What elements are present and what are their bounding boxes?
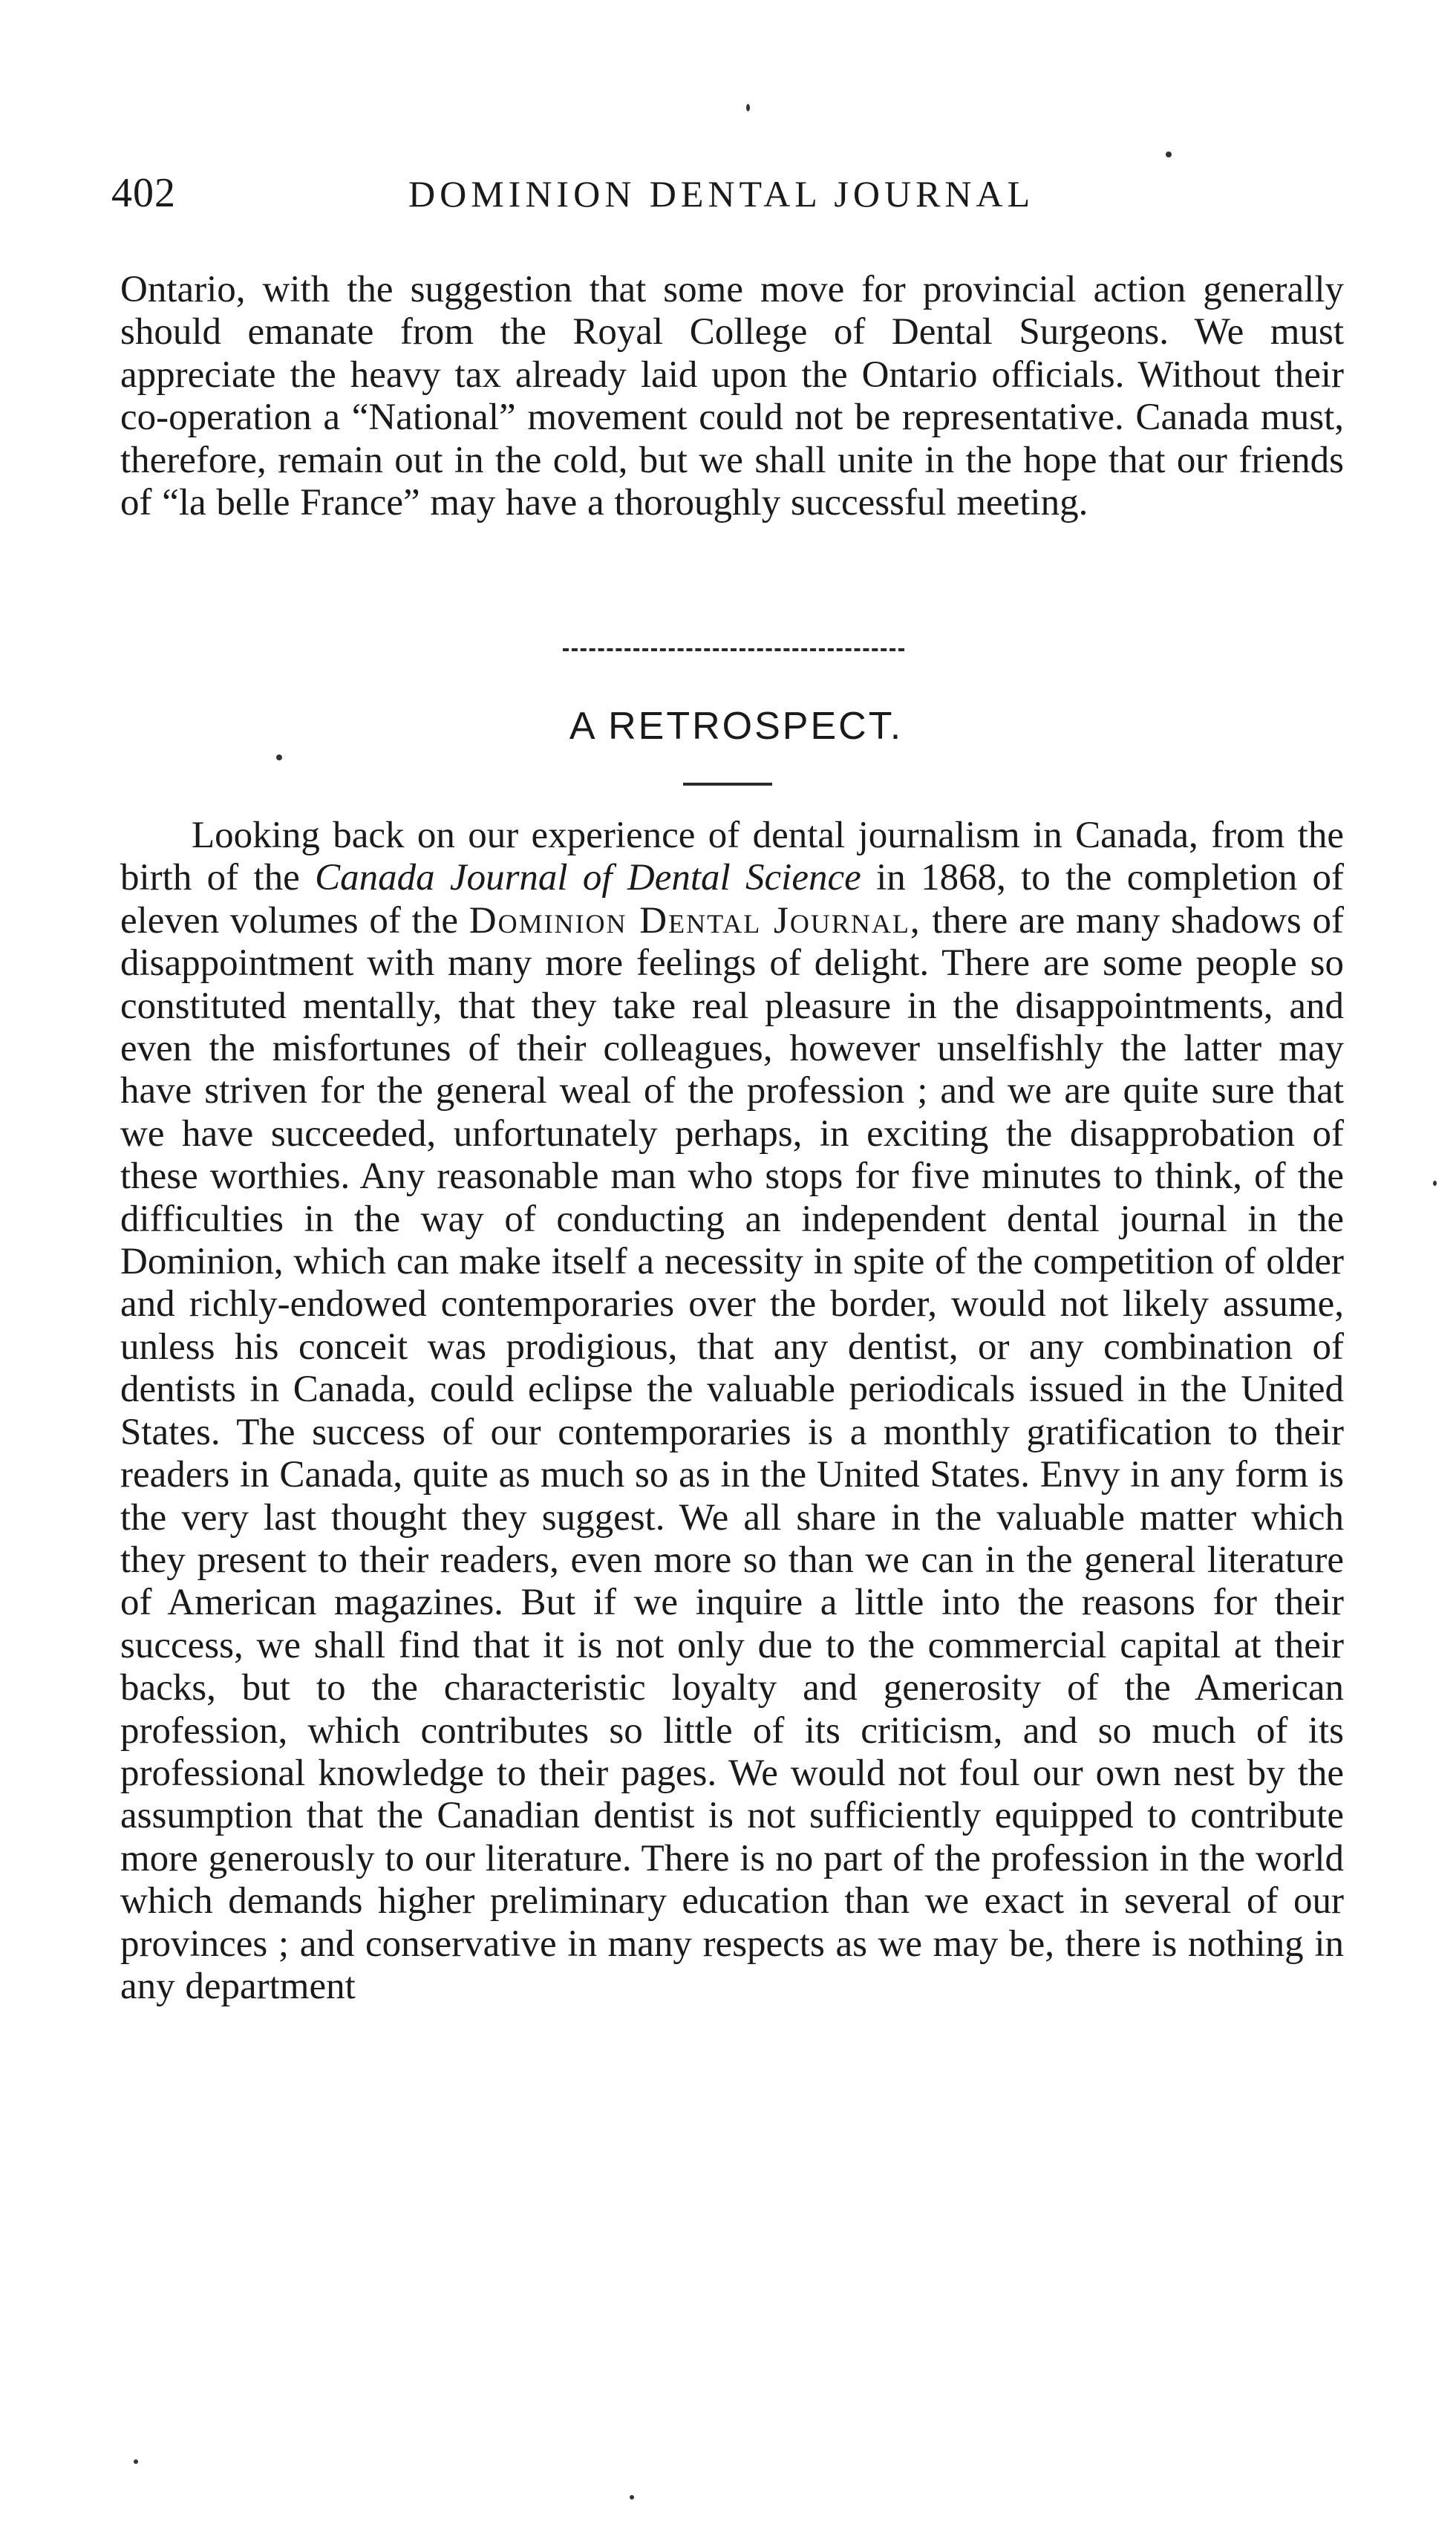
scan-speck [1433,1181,1437,1186]
journal-name-smallcaps: Dominion Dental Journal, [469,899,921,942]
heading-rule [683,783,772,786]
journal-name-italic: Canada Journal of Dental Science [315,857,861,899]
scan-speck [134,2459,138,2464]
section-divider [563,648,904,651]
paragraph-rest: there are many shadows of disappointment with many more feelings of delight. There are some people so constituted mentally, that they take real pleasure in the disappointments, and even the misfortunes of their colleagues, however unselfishly the latter may have striven for the general weal of the profession ; and we are quite sure that we have succeeded, unfortunately perhaps, in exciting the disapprobation of these worthies. Any reasonable man who stops for five minutes to think, of the difficulties in the way of conducting an independent dental journal in the Dominion, which can make itself a necessity in spite of the competition of older and richly-endowed contemporaries over the border, would not likely assume, unless his conceit was prodigious, that any dentist, or any combination of dentists in Canada, could eclipse the valuable periodicals issued in the United States. The success of our contemporaries is a monthly gratification to their readers in Canada, quite as much so as in the United States. Envy in any form is the very last thought they suggest. We all share in the valuable matter which they present to their readers, even more so than we can in the general literature of American magazines. But if we inquire a little into the reasons for their success, we shall find that it is not only due to the commercial capital at their backs, but to the characteristic loyalty and generosity of the American profession, which contributes so little of its criticism, and so much of its professional knowledge to their pages. We would not foul our own nest by the assumption that the Canadian dentist is not sufficiently equipped to contribute more generously to our literature. There is no part of the profession in the world which demands higher preliminary education than we exact in several of our provinces ; and conservative in many respects as we may be, there is nothing in any department [120,899,1345,2007]
scan-speck [1166,151,1172,157]
paragraph-lead: Looking back on our experience of dental journalism in Canada, from the birth of the [120,815,1344,899]
running-head [111,169,1344,221]
scan-speck [746,104,750,111]
journal-title: DOMINION DENTAL JOURNAL [408,173,1035,215]
continuation-paragraph: Ontario, with the suggestion that some move for provincial action generally should emanate from the Royal College of Dental Surgeons. We must appreciate the heavy tax already laid upon the Ontario officials. Without their co-operation a “National” movement could not be representative. Canada must, therefore, remain out in the cold, but we shall unite in the hope that our friends of “la belle France” may have a thoroughly successful meeting. [120,269,1344,524]
retrospect-paragraph [120,815,1344,2008]
scan-speck [276,754,282,760]
page-number: 402 [111,170,176,216]
section-heading: A RETROSPECT. [569,705,904,748]
scan-speck [630,2495,634,2499]
paragraph-after-journal: in 1868, to the completion of eleven volumes of the [120,857,1345,942]
